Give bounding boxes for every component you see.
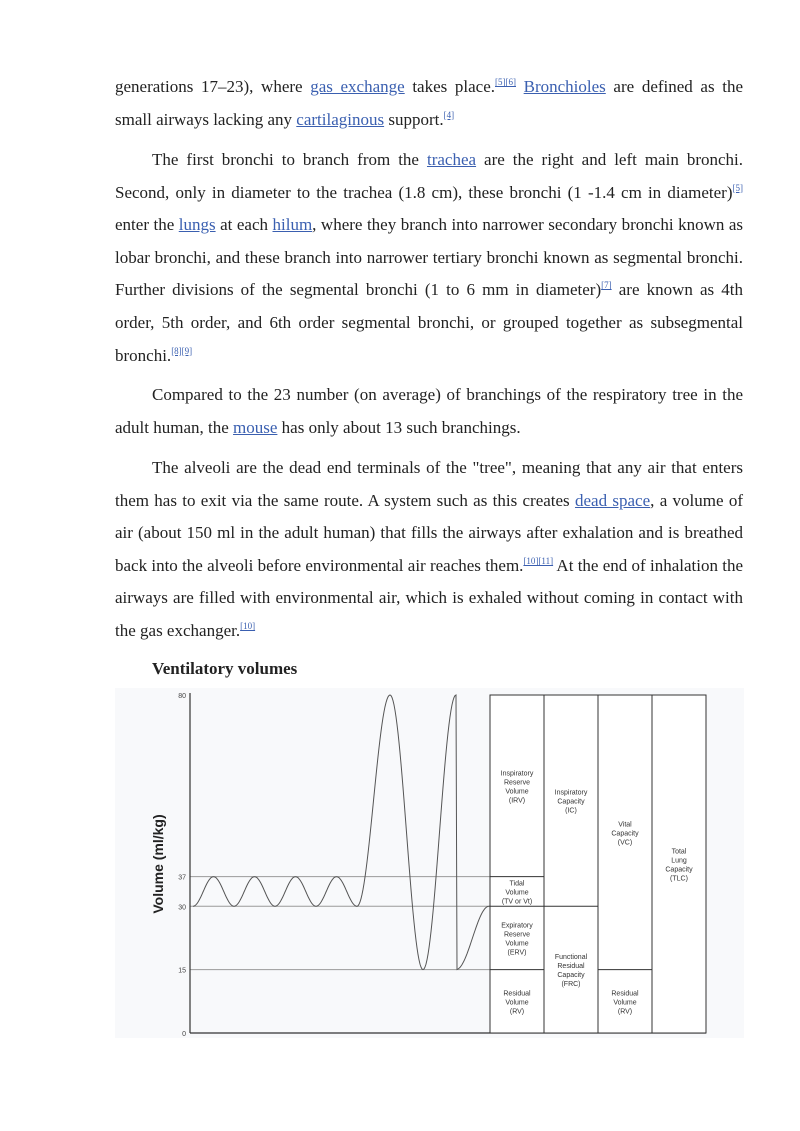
volume-label: (TV or Vt) <box>501 898 533 906</box>
paragraph-2 <box>115 144 743 372</box>
volume-label: Lung <box>671 857 687 865</box>
volume-label: (IC) <box>565 807 577 815</box>
volume-label: Total <box>671 848 687 856</box>
text: are defined as the small airways lacking any <box>115 77 743 129</box>
text: , where they branch into narrower secondary bronchi known as lobar bronchi, and these branch into narrower tertiary bronchi known as segmental bronchi. Further divisions of the segmental bronchi (1 to 6 mm in diameter) <box>115 215 744 300</box>
text: The alveoli are the dead end terminals of the "tree", meaning that any air that enters them has to exit via the same route. A system such as this creates <box>115 458 743 510</box>
volume-label: Reserve <box>503 931 531 939</box>
citation-link[interactable]: [7] <box>601 280 612 291</box>
volume-label: Volume <box>505 940 529 948</box>
paragraph-4 <box>115 452 743 648</box>
link-hilum[interactable]: hilum <box>272 215 313 235</box>
volume-label: Residual <box>557 963 585 971</box>
volume-label: Expiratory <box>501 922 533 930</box>
volume-label: Tidal <box>509 880 525 888</box>
volume-label: Functional <box>554 954 588 962</box>
text: generations 17–23), where <box>115 77 311 96</box>
text: are known as 4th order, 5th order, and 6th order segmental bronchi, or grouped together as subsegmental bronchi. <box>115 280 743 365</box>
link-dead-space[interactable]: dead space <box>574 490 651 510</box>
volume-label: Volume <box>505 788 529 796</box>
lung-volumes-chart <box>115 688 744 1038</box>
y-tick-label: 15 <box>178 967 186 975</box>
volume-label: Residual <box>503 990 531 998</box>
citation[interactable] <box>733 183 744 193</box>
link-mouse[interactable]: mouse <box>233 417 278 437</box>
volume-column <box>598 695 652 1033</box>
volume-label: Reserve <box>503 779 531 787</box>
text: At the end of inhalation the airways are filled with environmental air, which is exhaled without coming in contact with the gas exchanger. <box>115 555 743 640</box>
volume-label: (RV) <box>509 1008 525 1016</box>
text: support. <box>384 109 444 129</box>
volume-label: (RV) <box>617 1008 633 1016</box>
volume-label: Inspiratory <box>500 770 534 778</box>
text: has only about 13 such branchings. <box>277 417 521 437</box>
text: Compared to the 23 number (on average) of branchings of the respiratory tree in the adult human, the <box>115 385 743 437</box>
lung-volumes-figure <box>115 688 744 1038</box>
paragraph-1 <box>115 71 743 136</box>
citation[interactable] <box>171 346 192 356</box>
volume-column <box>490 695 544 1033</box>
volume-label: (FRC) <box>561 981 581 989</box>
y-tick-label: 0 <box>182 1031 186 1038</box>
y-tick-label: 37 <box>178 874 186 882</box>
text: are the right and left main bronchi. Second, only in diameter to the trachea (1.8 cm), these bronchi (1 -1.4 cm in diameter) <box>115 150 743 202</box>
citation[interactable] <box>523 556 553 566</box>
volume-label: Residual <box>611 990 639 998</box>
text: enter the <box>115 215 179 235</box>
text: The first bronchi to branch from the <box>152 150 427 169</box>
citation-link[interactable]: [10] <box>240 620 256 631</box>
citation-link[interactable]: [8][9] <box>171 345 193 356</box>
volume-label: (ERV) <box>507 949 527 957</box>
text: at each <box>215 215 273 235</box>
volume-label: Volume <box>505 889 529 897</box>
link-cartilaginous[interactable]: cartilaginous <box>296 109 385 129</box>
y-axis-label: Volume (ml/kg) <box>150 814 166 914</box>
volume-label: Capacity <box>611 830 639 838</box>
text: , a volume of air (about 150 ml in the adult human) that fills the airways after exhalation and is breathed back into the alveoli before environmental air reaches them. <box>115 490 744 575</box>
volume-label: Volume <box>505 999 529 1007</box>
link-gas-exchange[interactable]: gas exchange <box>310 77 405 96</box>
citation-link[interactable]: [5][6] <box>495 77 516 87</box>
citation-link[interactable]: [5] <box>732 182 743 193</box>
y-tick-label: 30 <box>178 904 186 912</box>
link-trachea[interactable]: trachea <box>426 150 477 169</box>
volume-label: Volume <box>613 999 637 1007</box>
volume-label: Inspiratory <box>554 789 588 797</box>
volume-label: Capacity <box>665 866 693 874</box>
citation[interactable] <box>444 110 455 120</box>
volume-label: Capacity <box>557 972 585 980</box>
text <box>516 77 524 96</box>
text: takes place. <box>404 77 495 96</box>
citation-link[interactable]: [4] <box>443 109 455 120</box>
citation[interactable] <box>495 77 516 87</box>
volume-label: (IRV) <box>508 797 526 805</box>
citation-link[interactable]: [10][11] <box>523 555 554 566</box>
volume-label: (VC) <box>617 839 633 847</box>
citation[interactable] <box>601 280 612 290</box>
volume-label: Vital <box>618 821 632 829</box>
link-bronchioles[interactable]: Bronchioles <box>523 77 606 96</box>
paragraph-3 <box>115 379 743 444</box>
section-heading: Ventilatory volumes <box>152 659 298 678</box>
volume-label: (TLC) <box>670 875 688 883</box>
y-tick-label: 80 <box>178 693 186 700</box>
link-lungs[interactable]: lungs <box>178 215 216 235</box>
volume-label: Capacity <box>557 798 585 806</box>
citation[interactable] <box>240 621 255 631</box>
